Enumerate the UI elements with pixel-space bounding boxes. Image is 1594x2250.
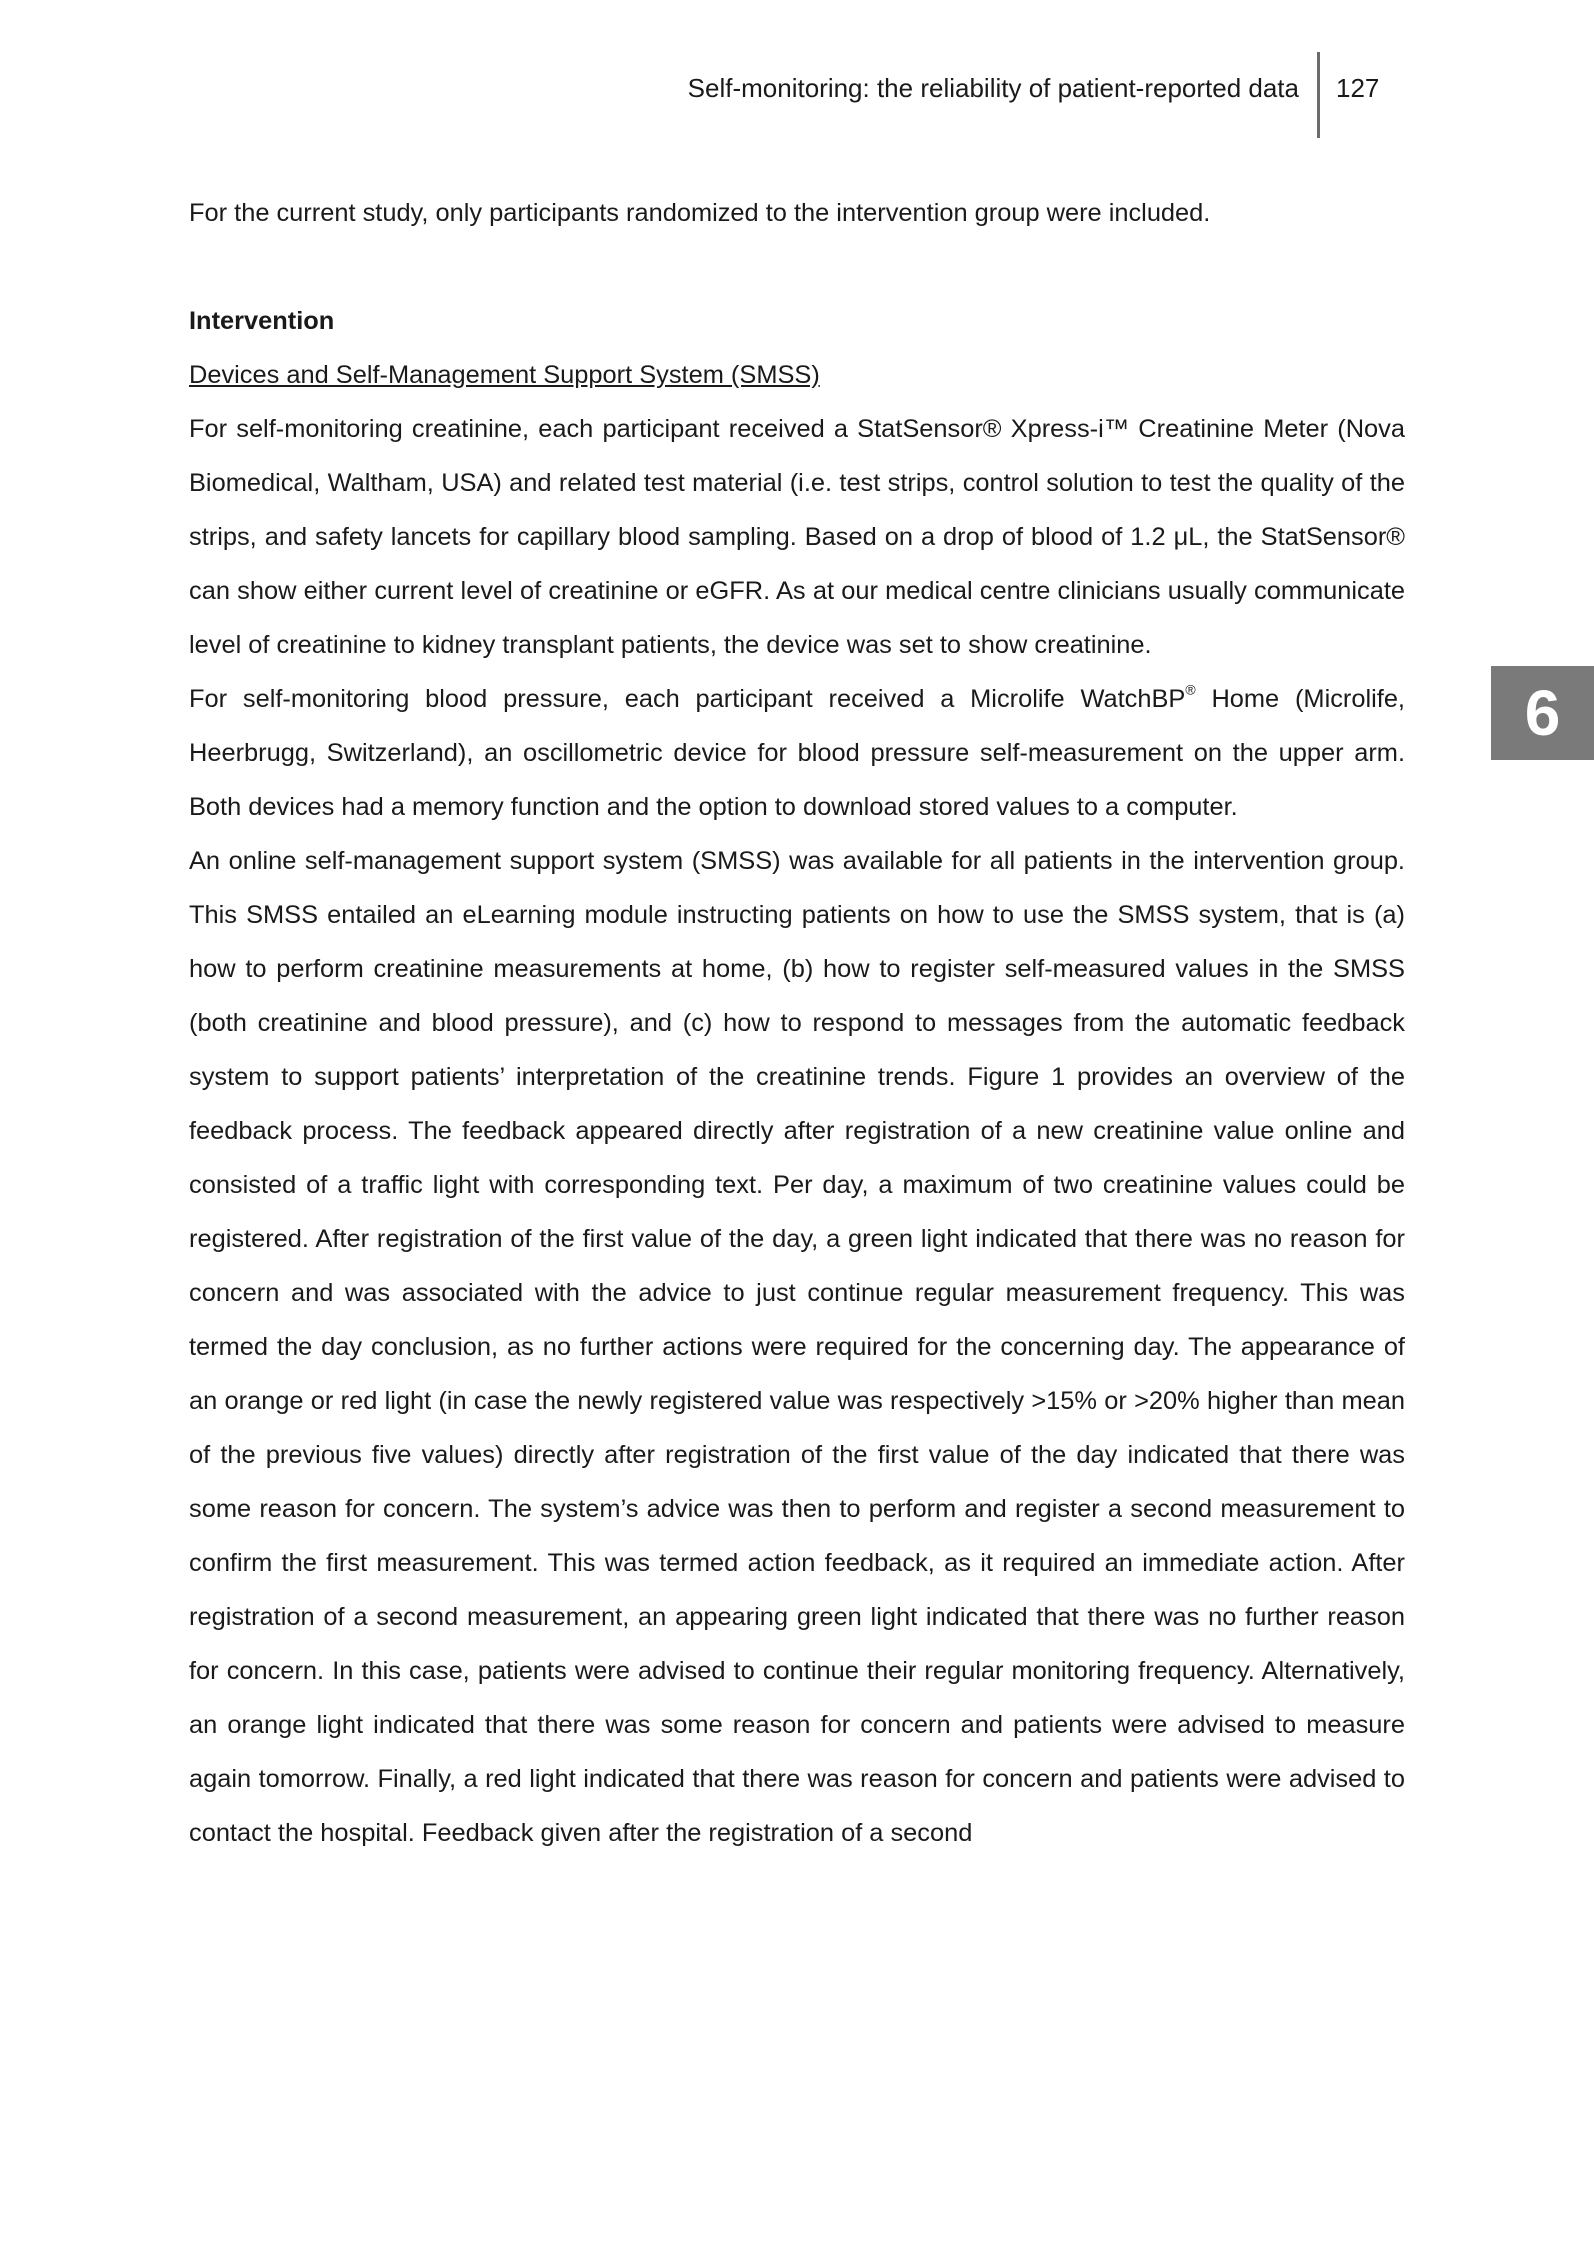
subheading: Devices and Self-Management Support System (SMSS) bbox=[189, 361, 820, 389]
chapter-tab: 6 bbox=[1491, 666, 1594, 760]
paragraph-blood-pressure-device bbox=[189, 672, 1405, 834]
intro-paragraph: For the current study, only participants randomized to the intervention group were included. bbox=[189, 199, 1211, 227]
section-heading: Intervention bbox=[189, 307, 335, 335]
paragraph-2-text-start: For self-monitoring blood pressure, each participant received a Microlife WatchBP bbox=[189, 685, 1186, 713]
body-text bbox=[189, 186, 1405, 1860]
paragraph-smss: An online self-management support system (SMSS) was available for all patients in the intervention group. This SMSS entailed an eLearning module instructing patients on how to use the SMSS system, that is (a) how to perform creatinine measurements at home, (b) how to register self-measured values in the SMSS (both creatinine and blood pressure), and (c) how to respond to messages from the automatic feedback system to support patients’ interpretation of the creatinine trends. Figure 1 provides an overview of the feedback process. The feedback appeared directly after registration of a new creatinine value online and consisted of a traffic light with corresponding text. Per day, a maximum of two creatinine values could be registered. After registration of the first value of the day, a green light indicated that there was no reason for concern and was associated with the advice to just continue regular measurement frequency. This was termed the day conclusion, as no further actions were required for the concerning day. The appearance of an orange or red light (in case the newly registered value was respectively >15% or >20% higher than mean of the previous five values) directly after registration of the first value of the day indicated that there was some reason for concern. The system’s advice was then to perform and register a second measurement to confirm the first measurement. This was termed action feedback, as it required an immediate action. After registration of a second measurement, an appearing green light indicated that there was no further reason for concern. In this case, patients were advised to continue their regular monitoring frequency. Alternatively, an orange light indicated that there was some reason for concern and patients were advised to measure again tomorrow. Finally, a red light indicated that there was reason for concern and patients were advised to contact the hospital. Feedback given after the registration of a second bbox=[189, 847, 1405, 1847]
paragraph-creatinine-device: For self-monitoring creatinine, each participant received a StatSensor® Xpress-i™ Creatinine Meter (Nova Biomedical, Waltham, USA) and related test material (i.e. test strips, control solution to test the quality of the strips, and safety lancets for capillary blood sampling. Based on a drop of blood of 1.2 μL, the StatSensor® can show either current level of creatinine or eGFR. As at our medical centre clinicians usually communicate level of creatinine to kidney transplant patients, the device was set to show creatinine. bbox=[189, 415, 1405, 659]
paragraph-2-text-end: Home (Microlife, Heerbrugg, Switzerland), an oscillometric device for blood pressure self-measurement on the upper arm. Both devices had a memory function and the option to download stored values to a computer. bbox=[189, 685, 1405, 821]
running-header bbox=[688, 70, 1388, 140]
paragraph-gap bbox=[189, 240, 1405, 294]
registered-mark: ® bbox=[1185, 681, 1196, 698]
page-number: 127 bbox=[1336, 73, 1380, 103]
running-title: Self-monitoring: the reliability of patient-reported data bbox=[687, 73, 1299, 103]
